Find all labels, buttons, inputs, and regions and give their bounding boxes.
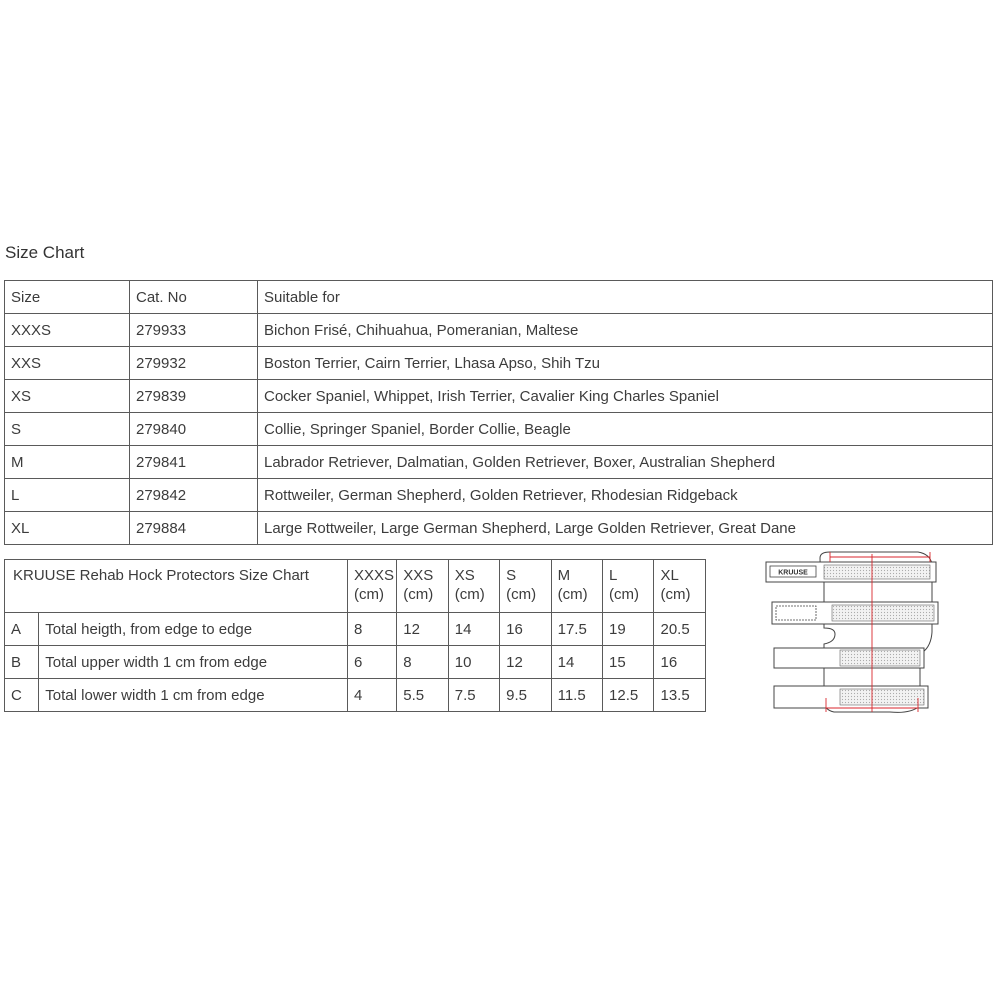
size-label: XXXS bbox=[354, 567, 395, 584]
value-cell: 19 bbox=[603, 613, 654, 646]
table-row bbox=[5, 446, 993, 479]
size-header-cell bbox=[603, 560, 654, 613]
row-label: Total upper width 1 cm from edge bbox=[39, 646, 348, 679]
suitable-for-cell: Labrador Retriever, Dalmatian, Golden Retriever, Boxer, Australian Shepherd bbox=[258, 446, 993, 479]
suitable-for-cell: Bichon Frisé, Chihuahua, Pomeranian, Maltese bbox=[258, 314, 993, 347]
cat-no-cell: 279839 bbox=[130, 380, 258, 413]
size-chart-table bbox=[4, 280, 993, 545]
size-header-cell bbox=[448, 560, 499, 613]
hock-protector-diagram bbox=[760, 548, 995, 718]
unit-label: (cm) bbox=[557, 586, 588, 603]
size-label: S bbox=[506, 567, 517, 584]
suitable-for-cell: Boston Terrier, Cairn Terrier, Lhasa Apso, Shih Tzu bbox=[258, 347, 993, 380]
value-cell: 12 bbox=[397, 613, 448, 646]
suitable-for-cell: Cocker Spaniel, Whippet, Irish Terrier, Cavalier King Charles Spaniel bbox=[258, 380, 993, 413]
size-cell: XXS bbox=[5, 347, 130, 380]
value-cell: 16 bbox=[500, 613, 551, 646]
value-cell: 12 bbox=[500, 646, 551, 679]
value-cell: 9.5 bbox=[500, 679, 551, 712]
suitable-for-cell: Large Rottweiler, Large German Shepherd, Large Golden Retriever, Great Dane bbox=[258, 512, 993, 545]
value-cell: 16 bbox=[654, 646, 706, 679]
table-row bbox=[5, 613, 706, 646]
value-cell: 6 bbox=[348, 646, 397, 679]
row-key: B bbox=[5, 646, 39, 679]
unit-label: (cm) bbox=[660, 586, 691, 603]
unit-label: (cm) bbox=[506, 586, 537, 603]
size-label: XS bbox=[454, 567, 475, 584]
size-label: XXS bbox=[403, 567, 434, 584]
row-key: C bbox=[5, 679, 39, 712]
size-chart-title: Size Chart bbox=[5, 243, 85, 262]
unit-label: (cm) bbox=[403, 586, 434, 603]
cat-no-cell: 279841 bbox=[130, 446, 258, 479]
value-cell: 10 bbox=[448, 646, 499, 679]
value-cell: 7.5 bbox=[448, 679, 499, 712]
table-header-row bbox=[5, 281, 993, 314]
table-row bbox=[5, 679, 706, 712]
row-key: A bbox=[5, 613, 39, 646]
size-header-cell bbox=[348, 560, 397, 613]
value-cell: 4 bbox=[348, 679, 397, 712]
value-cell: 17.5 bbox=[551, 613, 602, 646]
table-row bbox=[5, 380, 993, 413]
table-row bbox=[5, 413, 993, 446]
strap-2-tab bbox=[776, 606, 816, 620]
unit-label: (cm) bbox=[609, 586, 640, 603]
size-header-cell bbox=[500, 560, 551, 613]
size-label: L bbox=[609, 567, 618, 584]
table-row bbox=[5, 646, 706, 679]
value-cell: 13.5 bbox=[654, 679, 706, 712]
suitable-for-cell: Rottweiler, German Shepherd, Golden Retriever, Rhodesian Ridgeback bbox=[258, 479, 993, 512]
value-cell: 14 bbox=[551, 646, 602, 679]
suitable-for-cell: Collie, Springer Spaniel, Border Collie, Beagle bbox=[258, 413, 993, 446]
value-cell: 15 bbox=[603, 646, 654, 679]
cat-no-cell: 279842 bbox=[130, 479, 258, 512]
cat-no-cell: 279884 bbox=[130, 512, 258, 545]
hock-protector-size-table bbox=[4, 559, 706, 712]
header-suitable-for: Suitable for bbox=[258, 281, 993, 314]
strap-2-pad bbox=[832, 605, 934, 621]
value-cell: 8 bbox=[397, 646, 448, 679]
size-cell: S bbox=[5, 413, 130, 446]
table-header-row bbox=[5, 560, 706, 613]
value-cell: 20.5 bbox=[654, 613, 706, 646]
table-row bbox=[5, 512, 993, 545]
value-cell: 11.5 bbox=[551, 679, 602, 712]
unit-label: (cm) bbox=[454, 586, 485, 603]
value-cell: 5.5 bbox=[397, 679, 448, 712]
value-cell: 12.5 bbox=[603, 679, 654, 712]
size-cell: XS bbox=[5, 380, 130, 413]
value-cell: 8 bbox=[348, 613, 397, 646]
value-cell: 14 bbox=[448, 613, 499, 646]
header-size: Size bbox=[5, 281, 130, 314]
hock-chart-title: KRUUSE Rehab Hock Protectors Size Chart bbox=[5, 560, 348, 613]
header-cat-no: Cat. No bbox=[130, 281, 258, 314]
size-header-cell bbox=[654, 560, 706, 613]
size-header-cell bbox=[397, 560, 448, 613]
size-label: M bbox=[557, 567, 571, 584]
row-label: Total heigth, from edge to edge bbox=[39, 613, 348, 646]
table-row bbox=[5, 479, 993, 512]
strap-1-pad bbox=[824, 565, 930, 579]
kruuse-logo-text: KRUUSE bbox=[778, 569, 808, 577]
size-header-cell bbox=[551, 560, 602, 613]
cat-no-cell: 279932 bbox=[130, 347, 258, 380]
strap-4-pad bbox=[840, 689, 924, 705]
size-cell: L bbox=[5, 479, 130, 512]
size-cell: XL bbox=[5, 512, 130, 545]
unit-label: (cm) bbox=[354, 586, 384, 603]
row-label: Total lower width 1 cm from edge bbox=[39, 679, 348, 712]
cat-no-cell: 279933 bbox=[130, 314, 258, 347]
size-cell: M bbox=[5, 446, 130, 479]
table-row bbox=[5, 347, 993, 380]
size-cell: XXXS bbox=[5, 314, 130, 347]
table-row bbox=[5, 314, 993, 347]
cat-no-cell: 279840 bbox=[130, 413, 258, 446]
strap-3-pad bbox=[840, 650, 920, 666]
size-label: XL bbox=[660, 567, 679, 584]
